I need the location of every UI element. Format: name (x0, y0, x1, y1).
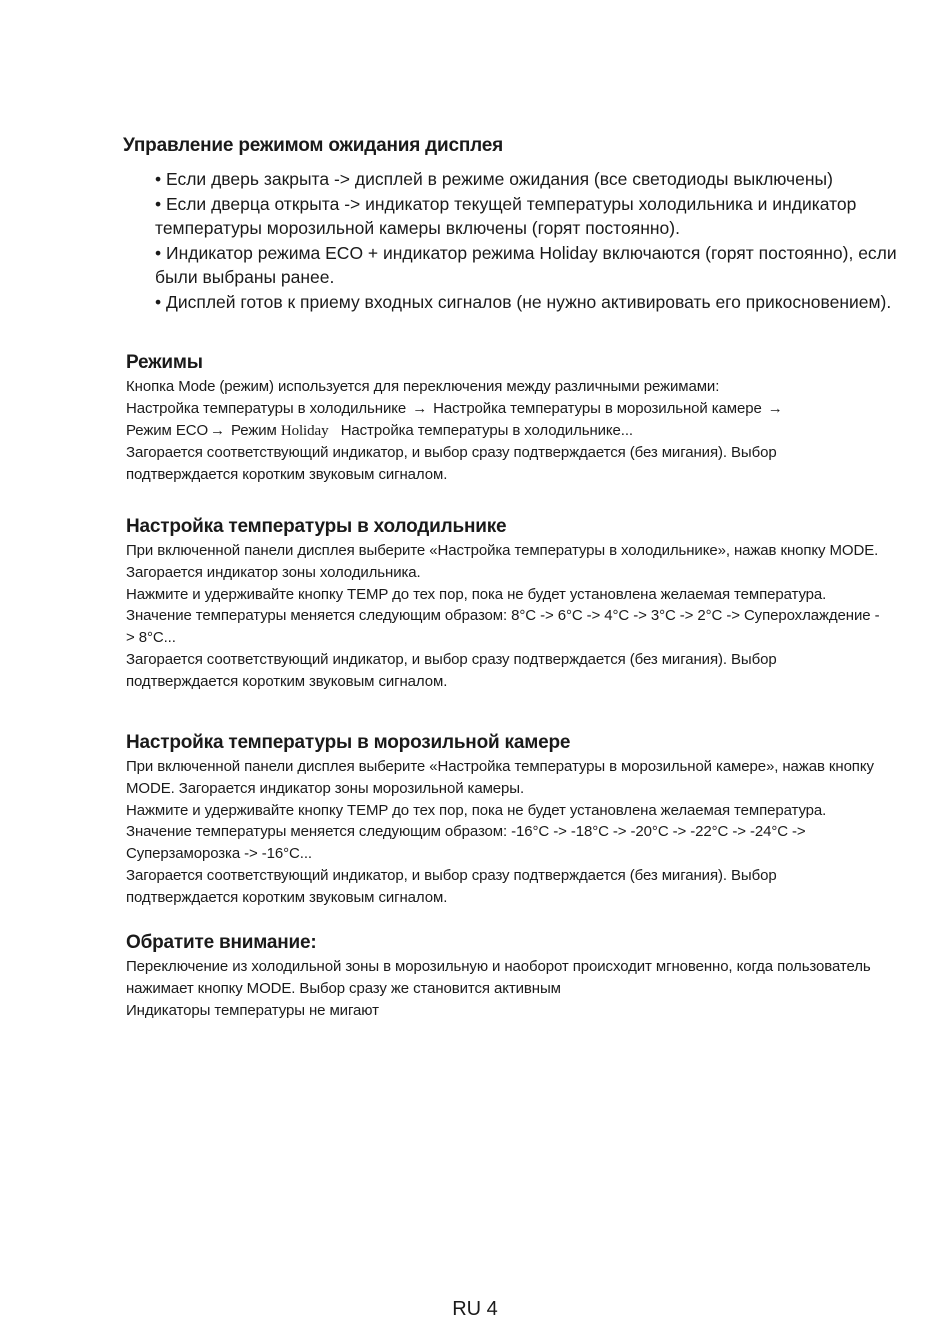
modes-note: Загорается соответствующий индикатор, и выбор сразу подтверждается (без мигания). Выбор подтверждается коротким звуковым сигналом. (126, 444, 777, 484)
note-paragraph: Индикаторы температуры не мигают (126, 1001, 379, 1019)
mode-fridge-setting: Настройка температуры в холодильнике (126, 399, 407, 417)
section-title-fridge: Настройка температуры в холодильнике (126, 516, 507, 537)
section-title-display-standby: Управление режимом ожидания дисплея (123, 135, 504, 156)
arrow-right-icon: → (412, 399, 428, 417)
modes-intro: Кнопка Mode (режим) используется для переключения между различными режимами: (126, 378, 720, 395)
standby-bullet-list (155, 167, 915, 314)
fridge-paragraph: Загорается соответствующий индикатор, и выбор сразу подтверждается (без мигания). Выбор подтверждается коротким звуковым сигналом. (126, 650, 777, 690)
section-title-freezer: Настройка температуры в морозильной камере (126, 732, 571, 753)
section-title-note: Обратите внимание: (126, 932, 317, 953)
page-number: RU 4 (452, 1298, 498, 1320)
bullet-item: • Если дверца открыта -> индикатор текущей температуры холодильника и индикатор температуры морозильной камеры включены (горят постоянно). (155, 193, 857, 238)
mode-eco: Режим ECO (126, 421, 209, 439)
section-modes (126, 350, 886, 486)
section-note (126, 930, 886, 1021)
bullet-item: • Индикатор режима ECO + индикатор режима Holiday включаются (горят постоянно), если были выбраны ранее. (155, 242, 897, 287)
fridge-paragraph: Значение температуры меняется следующим образом: 8°C -> 6°C -> 4°C -> 3°C -> 2°C -> Суперохлаждение -> 8°C... (126, 607, 880, 647)
arrow-right-icon: → (210, 421, 225, 439)
note-paragraph: Переключение из холодильной зоны в морозильную и наоборот происходит мгновенно, когда пользователь нажимает кнопку MODE. Выбор сразу же становится активным (126, 958, 871, 997)
modes-sequence (126, 398, 886, 443)
arrow-right-icon: → (767, 399, 783, 417)
mode-holiday-name: Holiday (280, 422, 329, 439)
fridge-paragraph: Нажмите и удерживайте кнопку TEMP до тех пор, пока не будет установлена желаемая температура. (126, 585, 827, 603)
freezer-paragraph: Загорается соответствующий индикатор, и выбор сразу подтверждается (без мигания). Выбор подтверждается коротким звуковым сигналом. (126, 866, 777, 906)
bullet-item: • Дисплей готов к приему входных сигналов (не нужно активировать его прикосновением). (155, 291, 892, 312)
bullet-item: • Если дверь закрыта -> дисплей в режиме ожидания (все светодиоды выключены) (155, 169, 833, 189)
mode-holiday-label: Режим (231, 421, 277, 439)
section-fridge (126, 514, 886, 693)
freezer-paragraph: При включенной панели дисплея выберите «Настройка температуры в морозильной камере», нажав кнопку MODE. Загорается индикатор зоны морозильной камеры. (126, 758, 874, 797)
mode-fridge-setting-repeat: Настройка температуры в холодильнике... (340, 421, 633, 439)
fridge-paragraph: При включенной панели дисплея выберите «Настройка температуры в холодильнике», нажав кнопку MODE. Загорается индикатор зоны холодильника. (126, 542, 879, 581)
section-title-modes: Режимы (126, 352, 203, 373)
freezer-paragraph: Нажмите и удерживайте кнопку TEMP до тех пор, пока не будет установлена желаемая температура. Значение температуры меняется следующим образом: -16°C -> -18°C -> -20°C -> -22°C -> -24°C -> Суперзаморозка -> -16°C... (126, 801, 827, 863)
mode-freezer-setting: Настройка температуры в морозильной камере (433, 399, 762, 417)
section-freezer (126, 730, 886, 909)
